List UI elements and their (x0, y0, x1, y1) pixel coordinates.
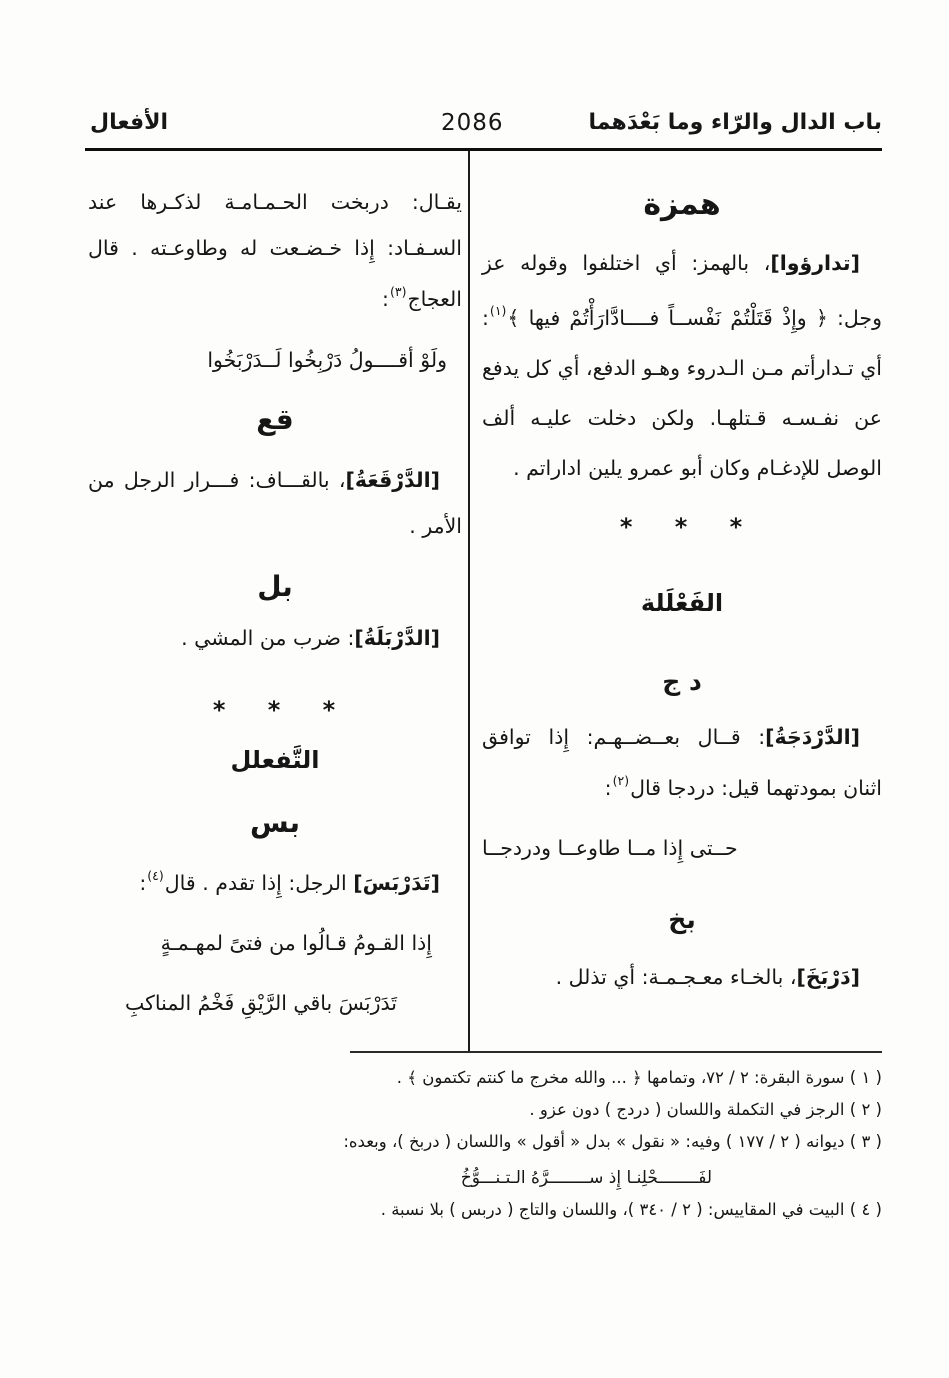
headword-darqa3a: [الدَّرْقَعَةُ] (345, 467, 440, 492)
para-hamza (482, 238, 882, 493)
para-hamza-text-2: : أي تـدارأتم مـن الـدروء وهـو الدفع، أي كل يدفع عن نفـسـه قـتلهـا. ولكن دخلت عليـه ألف الوصل للإدغـام وكان أبو عمرو يلين اداراتم . (482, 305, 882, 480)
column-divider (468, 151, 470, 1051)
section-title: الأفعال (90, 110, 169, 135)
verse-tadarbas-1: إِذا القـومُ قـالُوا من فتىً لمهـمـةٍ (160, 930, 432, 955)
heading-qaf-ain: قع (256, 402, 294, 436)
para-dardaja (482, 714, 882, 811)
verse-darbakh: ولَوْ أقــــولُ دَرْبِخُوا لَــدَرْبَخُوا (207, 347, 447, 372)
heading-ba-lam: بل (257, 569, 293, 603)
footnote-rule (350, 1051, 882, 1053)
footnote-marker-2: (٢) (612, 772, 630, 788)
separator-stars-left: * * * (212, 695, 338, 724)
para-darbakh (482, 954, 882, 1000)
para-tadarbas-text-2: : (139, 870, 147, 895)
para-darbala (88, 615, 462, 661)
verse-tadarbas-2: تَدَرْبَسَ باقي الرَّيْقِ فَخْمُ المناكبِ (125, 990, 397, 1015)
page-number: 2086 (441, 110, 504, 136)
heading-hamza: همزة (643, 187, 721, 222)
separator-stars-right: * * * (619, 512, 745, 541)
footnote-2: ( ٢ ) الرجز في التكملة واللسان ( دردج ) دون عزو . (529, 1100, 882, 1119)
footnotes-block (312, 1062, 882, 1226)
heading-fa3lala: الفَعْلَلة (640, 588, 724, 617)
headword-darbakh: [دَرْبَخَ] (796, 964, 860, 989)
para-darbakh-text: ، بالخـاء معـجـمـة: أي تذلل . (555, 964, 797, 989)
heading-ba-kha: بخ (668, 904, 696, 934)
heading-ba-sin: بس (249, 805, 301, 839)
heading-dal-jim: د ج (662, 666, 702, 696)
footnote-marker-3: (٣) (389, 284, 407, 299)
heading-tafa3lul: التَّفعلل (230, 745, 320, 774)
para-darbakh-cont (88, 179, 462, 322)
headword-tadara: [تدارؤوا] (770, 251, 860, 275)
headword-dardaja: [الدَّرْدَجَةُ] (765, 724, 860, 749)
para-darbala-text: : ضرب من المشي . (181, 625, 355, 650)
para-darqa3a (88, 457, 462, 549)
para-hamza-text-1: ، بالهمز: أي اختلفوا وقوله عز وجل: ﴿ وإِذْ قَتَلْتُمْ نَفْســاً فــــادَّارَأْتُمْ فيها ﴾ (482, 251, 882, 330)
headword-tadarbas: [تَدَرْبَسَ] (353, 870, 440, 895)
footnote-3: ( ٣ ) ديوانه ( ٢ / ١٧٧ ) وفيه: « نقول » بدل « أقول » واللسان ( دربخ )، وبعده: (343, 1132, 882, 1151)
para-darbakh-cont-text-2: : (382, 286, 389, 311)
para-tadarbas-text-1: الرجل: إِذا تقدم . قال (164, 870, 354, 895)
footnote-3-verse: لفَــــــــحْلِنـا إِذ ســــــــرَّهُ الـتـنـــوُّخُ (460, 1168, 712, 1188)
footnote-4: ( ٤ ) البيت في المقاييس: ( ٢ / ٣٤٠ )، واللسان والتاج ( دربس ) بلا نسبة . (380, 1200, 882, 1219)
headword-darbala: [الدَّرْبَلَةُ] (354, 625, 440, 650)
column-right (482, 151, 882, 1000)
para-darbakh-cont-text-1: يقـال: دربخت الحـمـامـة لذكـرها عند السـفـاد: إِذا خـضـعت له وطاوعـته . قال العجاج (88, 190, 462, 311)
footnote-marker-4: (٤) (147, 867, 164, 883)
footnote-marker-1: (١) (489, 303, 507, 318)
column-left (88, 151, 462, 1020)
verse-dardaja: حــتى إِذا مــا طاوعــا ودردجــا (482, 835, 738, 860)
chapter-title: باب الدال والرّاء وما بَعْدَهما (588, 110, 882, 135)
para-dardaja-text-1: : قــال بعــضــهـم: إِذا توافق اثنان بمودتهما قيل: دردجا قال (482, 724, 882, 800)
footnote-1: ( ١ ) سورة البقرة: ٢ / ٧٢، وتمامها ﴿ ... والله مخرج ما كنتم تكتمون ﴾ . (396, 1068, 882, 1087)
para-dardaja-text-2: : (604, 775, 612, 800)
para-darqa3a-text: ، بالقـــاف: فـــرار الرجل من الأمر . (88, 467, 462, 538)
para-tadarbas (88, 855, 462, 906)
